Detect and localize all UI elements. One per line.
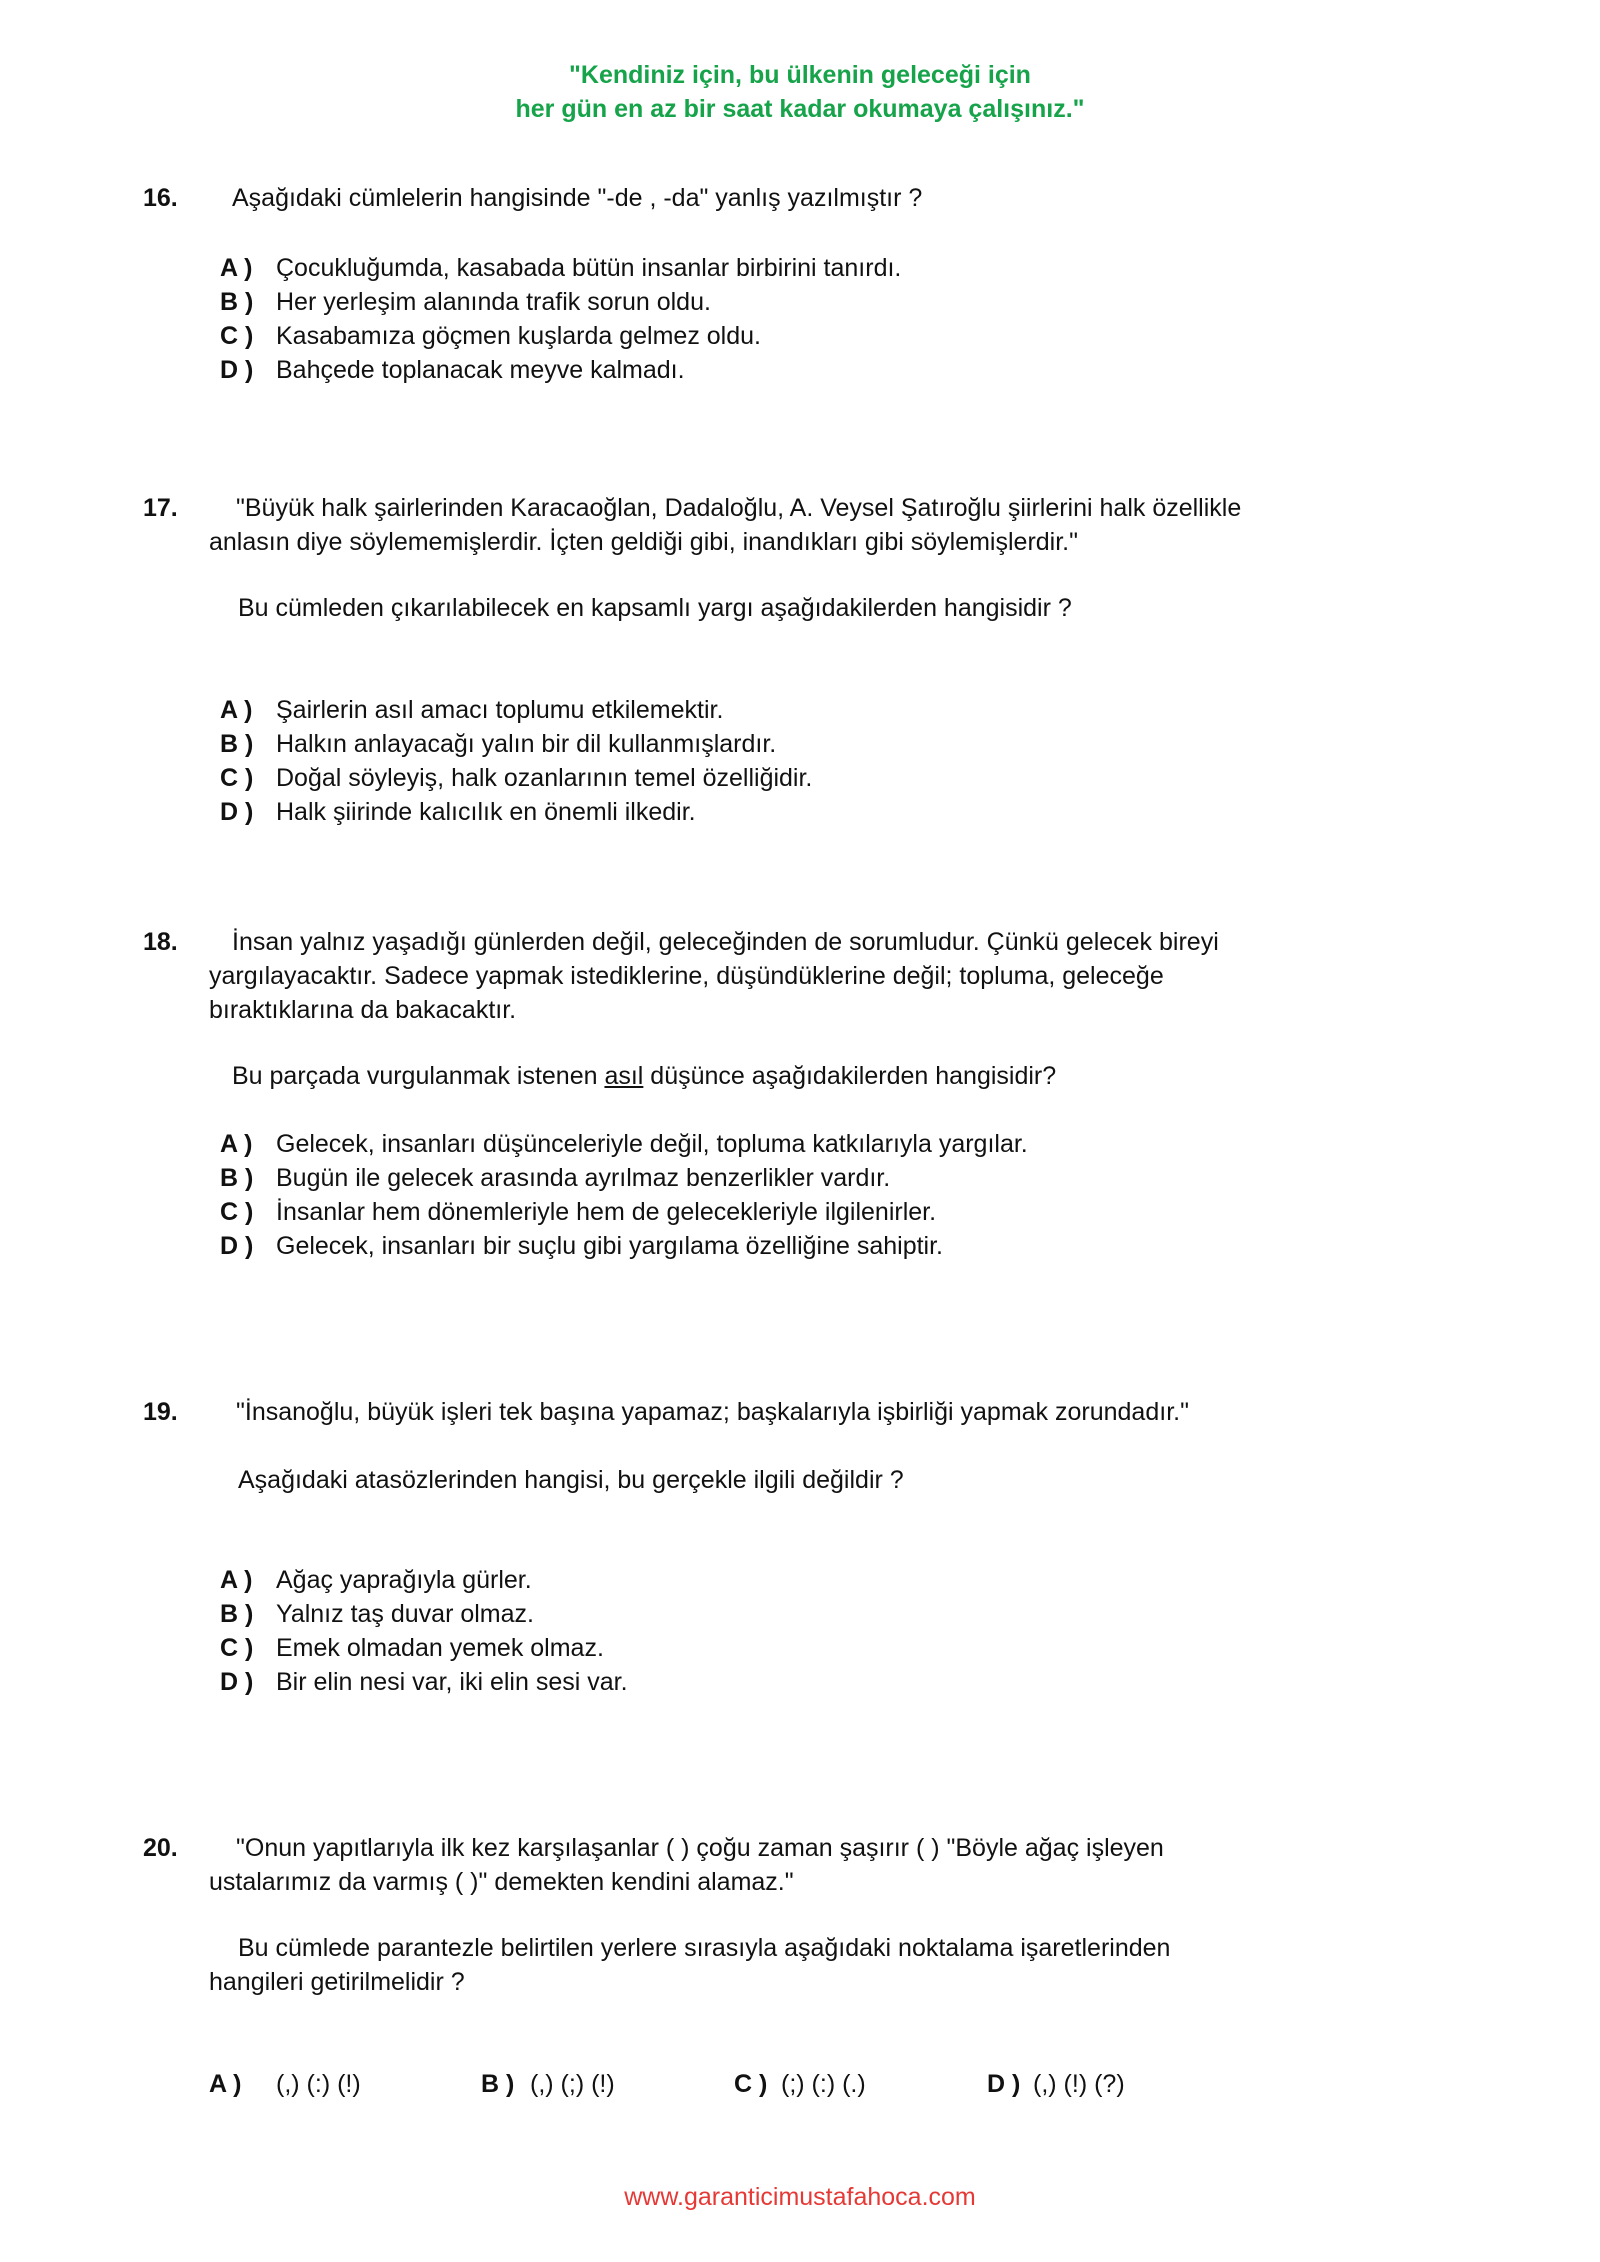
question-number: 17. bbox=[143, 494, 178, 522]
option-d-label: D ) bbox=[220, 356, 254, 384]
option-a-label: A ) bbox=[220, 1566, 253, 1594]
passage-line-1: İnsan yalnız yaşadığı günlerden değil, geleceğinden de sorumludur. Çünkü gelecek bireyi bbox=[232, 928, 1219, 956]
option-a-text: (,) (:) (!) bbox=[276, 2070, 361, 2098]
option-a-label: A ) bbox=[220, 254, 253, 282]
option-c-label: C ) bbox=[220, 1198, 254, 1226]
option-c-label: C ) bbox=[220, 322, 254, 350]
option-a-text: Çocukluğumda, kasabada bütün insanlar birbirini tanırdı. bbox=[276, 254, 902, 282]
question-text-part: Bu parçada vurgulanmak istenen bbox=[232, 1062, 605, 1090]
quote-line-1: "Büyük halk şairlerinden Karacaoğlan, Dadaloğlu, A. Veysel Şatıroğlu şiirlerini halk özellikle bbox=[236, 494, 1242, 522]
question-text-line-2: hangileri getirilmelidir ? bbox=[209, 1968, 465, 1996]
passage-line-2: yargılayacaktır. Sadece yapmak istediklerine, düşündüklerine değil; topluma, geleceğe bbox=[209, 962, 1164, 990]
option-b-text: Bugün ile gelecek arasında ayrılmaz benzerlikler vardır. bbox=[276, 1164, 891, 1192]
option-b-text: (,) (;) (!) bbox=[530, 2070, 615, 2098]
option-a-text: Şairlerin asıl amacı toplumu etkilemektir. bbox=[276, 696, 724, 724]
option-c-label: C ) bbox=[220, 764, 254, 792]
quote-line-2: anlasın diye söylememişlerdir. İçten geldiği gibi, inandıkları gibi söylemişlerdir." bbox=[209, 528, 1078, 556]
quote: "İnsanoğlu, büyük işleri tek başına yapamaz; başkalarıyla işbirliği yapmak zorundadır." bbox=[236, 1398, 1189, 1426]
option-c-text: Emek olmadan yemek olmaz. bbox=[276, 1634, 604, 1662]
option-c-text: İnsanlar hem dönemleriyle hem de gelecekleriyle ilgilenirler. bbox=[276, 1198, 937, 1226]
option-c-text: Kasabamıza göçmen kuşlarda gelmez oldu. bbox=[276, 322, 761, 350]
option-d-text: Bir elin nesi var, iki elin sesi var. bbox=[276, 1668, 628, 1696]
question-number: 18. bbox=[143, 928, 178, 956]
option-b-text: Halkın anlayacağı yalın bir dil kullanmışlardır. bbox=[276, 730, 777, 758]
option-d-text: Halk şiirinde kalıcılık en önemli ilkedir. bbox=[276, 798, 696, 826]
option-d-text: Gelecek, insanları bir suçlu gibi yargılama özelliğine sahiptir. bbox=[276, 1232, 943, 1260]
option-d-label: D ) bbox=[220, 1232, 254, 1260]
question-number: 20. bbox=[143, 1834, 178, 1862]
question-text bbox=[232, 1059, 1056, 1093]
quote-line-2: ustalarımız da varmış ( )" demekten kendini alamaz." bbox=[209, 1868, 794, 1896]
question-text-line-1: Bu cümlede parantezle belirtilen yerlere sırasıyla aşağıdaki noktalama işaretlerinden bbox=[238, 1934, 1171, 1962]
option-b-label: B ) bbox=[220, 1600, 254, 1628]
option-d-label: D ) bbox=[220, 798, 254, 826]
question-text: Bu cümleden çıkarılabilecek en kapsamlı yargı aşağıdakilerden hangisidir ? bbox=[238, 594, 1072, 622]
option-b-text: Her yerleşim alanında trafik sorun oldu. bbox=[276, 288, 711, 316]
option-a-label: A ) bbox=[220, 696, 253, 724]
question-number: 19. bbox=[143, 1398, 178, 1426]
question-text: Aşağıdaki atasözlerinden hangisi, bu gerçekle ilgili değildir ? bbox=[238, 1466, 904, 1494]
option-b-text: Yalnız taş duvar olmaz. bbox=[276, 1600, 534, 1628]
option-a-text: Ağaç yaprağıyla gürler. bbox=[276, 1566, 532, 1594]
option-d-label: D ) bbox=[220, 1668, 254, 1696]
motto-line-2: her gün en az bir saat kadar okumaya çalışınız." bbox=[515, 95, 1085, 123]
option-c-label: C ) bbox=[220, 1634, 254, 1662]
question-underlined-word: asıl bbox=[604, 1062, 644, 1090]
question-number: 16. bbox=[143, 184, 178, 212]
footer-website-link[interactable]: www.garanticimustafahoca.com bbox=[624, 2183, 976, 2211]
option-d-text: (,) (!) (?) bbox=[1033, 2070, 1125, 2098]
option-b-label: B ) bbox=[481, 2070, 515, 2098]
option-d-label: D ) bbox=[987, 2070, 1021, 2098]
passage-line-3: bıraktıklarına da bakacaktır. bbox=[209, 996, 517, 1024]
quote-line-1: "Onun yapıtlarıyla ilk kez karşılaşanlar ( ) çoğu zaman şaşırır ( ) "Böyle ağaç işleyen bbox=[236, 1834, 1164, 1862]
option-b-label: B ) bbox=[220, 1164, 254, 1192]
option-a-text: Gelecek, insanları düşünceleriyle değil, topluma katkılarıyla yargılar. bbox=[276, 1130, 1028, 1158]
option-d-text: Bahçede toplanacak meyve kalmadı. bbox=[276, 356, 685, 384]
option-b-label: B ) bbox=[220, 288, 254, 316]
option-b-label: B ) bbox=[220, 730, 254, 758]
option-c-text: Doğal söyleyiş, halk ozanlarının temel özelliğidir. bbox=[276, 764, 813, 792]
question-text-part: düşünce aşağıdakilerden hangisidir? bbox=[643, 1062, 1057, 1090]
motto-line-1: "Kendiniz için, bu ülkenin geleceği için bbox=[569, 61, 1031, 89]
question-text: Aşağıdaki cümlelerin hangisinde "-de , -da" yanlış yazılmıştır ? bbox=[232, 184, 923, 212]
option-a-label: A ) bbox=[220, 1130, 253, 1158]
option-a-label: A ) bbox=[209, 2070, 242, 2098]
option-c-label: C ) bbox=[734, 2070, 768, 2098]
option-c-text: (;) (:) (.) bbox=[781, 2070, 866, 2098]
